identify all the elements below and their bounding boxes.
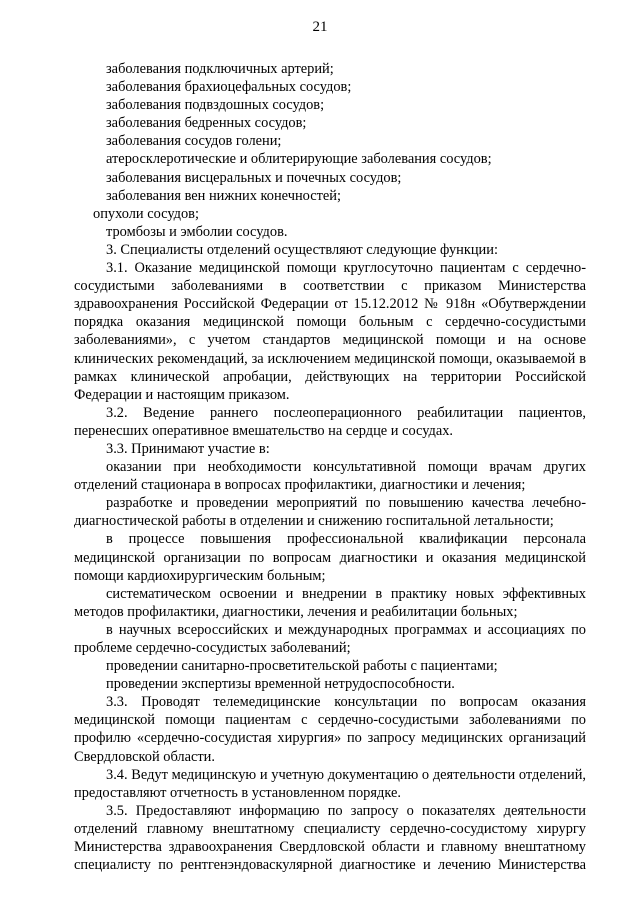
paragraph: 3.4. Ведут медицинскую и учетную документацию о деятельности отделений, предоставляют отчетность в установленном порядке. [74,766,586,801]
paragraph: 3.5. Предоставляют информацию по запросу о показателях деятельности отделений главному внештатному специалисту сердечно-сосудистому хирургу Министерства здравоохранения Свердловской области и главному внештатному специалисту по рентгенэндоваскулярной диагностике и лечению Министерства [74,802,586,874]
list-item: проведении экспертизы временной нетрудоспособности. [106,676,455,693]
list-item: опухоли сосудов; [93,205,199,222]
document-body [74,60,586,874]
paragraph: оказании при необходимости консультативной помощи врачам других отделений стационара в вопросах профилактики, диагностики и лечения; [74,459,586,494]
paragraph: систематическом освоении и внедрении в практику новых эффективных методов профилактики, диагностики, лечения и реабилитации больных; [74,585,586,620]
list-item: заболевания подключичных артерий; [106,61,334,77]
section-heading: 3. Специалисты отделений осуществляют следующие функции: [106,241,498,258]
list-item: заболевания сосудов голени; [106,133,282,150]
paragraph: 3.1. Оказание медицинской помощи круглосуточно пациентам с сердечно-сосудистыми заболеваниями в соответствии с приказом Министерства здравоохранения Российской Федерации от 15.12.2012 № 918н «Обутверждении порядка оказания медицинской помощи больным с сердечно-сосудистыми заболеваниями», с учетом стандартов медицинской помощи и на основе клинических рекомендаций, за исключением медицинской помощи, оказываемой в рамках клинической апробации, действующих на территории Российской Федерации и настоящим приказом. [74,260,586,403]
list-item: тромбозы и эмболии сосудов. [106,223,288,240]
paragraph: разработке и проведении мероприятий по повышению качества лечебно-диагностической работы в отделении и снижению госпитальной летальности; [74,495,586,530]
paragraph: 3.3. Проводят телемедицинские консультации по вопросам оказания медицинской помощи пациентам с сердечно-сосудистыми заболеваниями по профилю «сердечно-сосудистая хирургия» по запросу медицинских организаций Свердловской области. [74,694,586,765]
paragraph: в процессе повышения профессиональной квалификации персонала медицинской организации по вопросам диагностики и оказания медицинской помощи кардиохирургическим больным; [74,531,586,584]
paragraph: 3.2. Ведение раннего послеоперационного реабилитации пациентов, перенесших оперативное вмешательство на сердце и сосудах. [74,404,586,439]
list-item: заболевания брахиоцефальных сосудов; [106,79,352,96]
list-item: заболевания вен нижних конечностей; [106,187,341,204]
list-item: заболевания бедренных сосудов; [106,115,307,132]
paragraph: в научных всероссийских и международных программах и ассоциациях по проблеме сердечно-сосудистых заболеваний; [74,621,586,656]
list-item: проведении санитарно-просветительской работы с пациентами; [106,658,498,675]
paragraph: 3.3. Принимают участие в: [106,440,270,457]
list-item: заболевания подвздошных сосудов; [106,97,325,114]
list-item: заболевания висцеральных и почечных сосудов; [106,169,402,186]
page-number: 21 [312,19,328,35]
list-item: атеросклеротические и облитерирующие заболевания сосудов; [106,151,492,168]
